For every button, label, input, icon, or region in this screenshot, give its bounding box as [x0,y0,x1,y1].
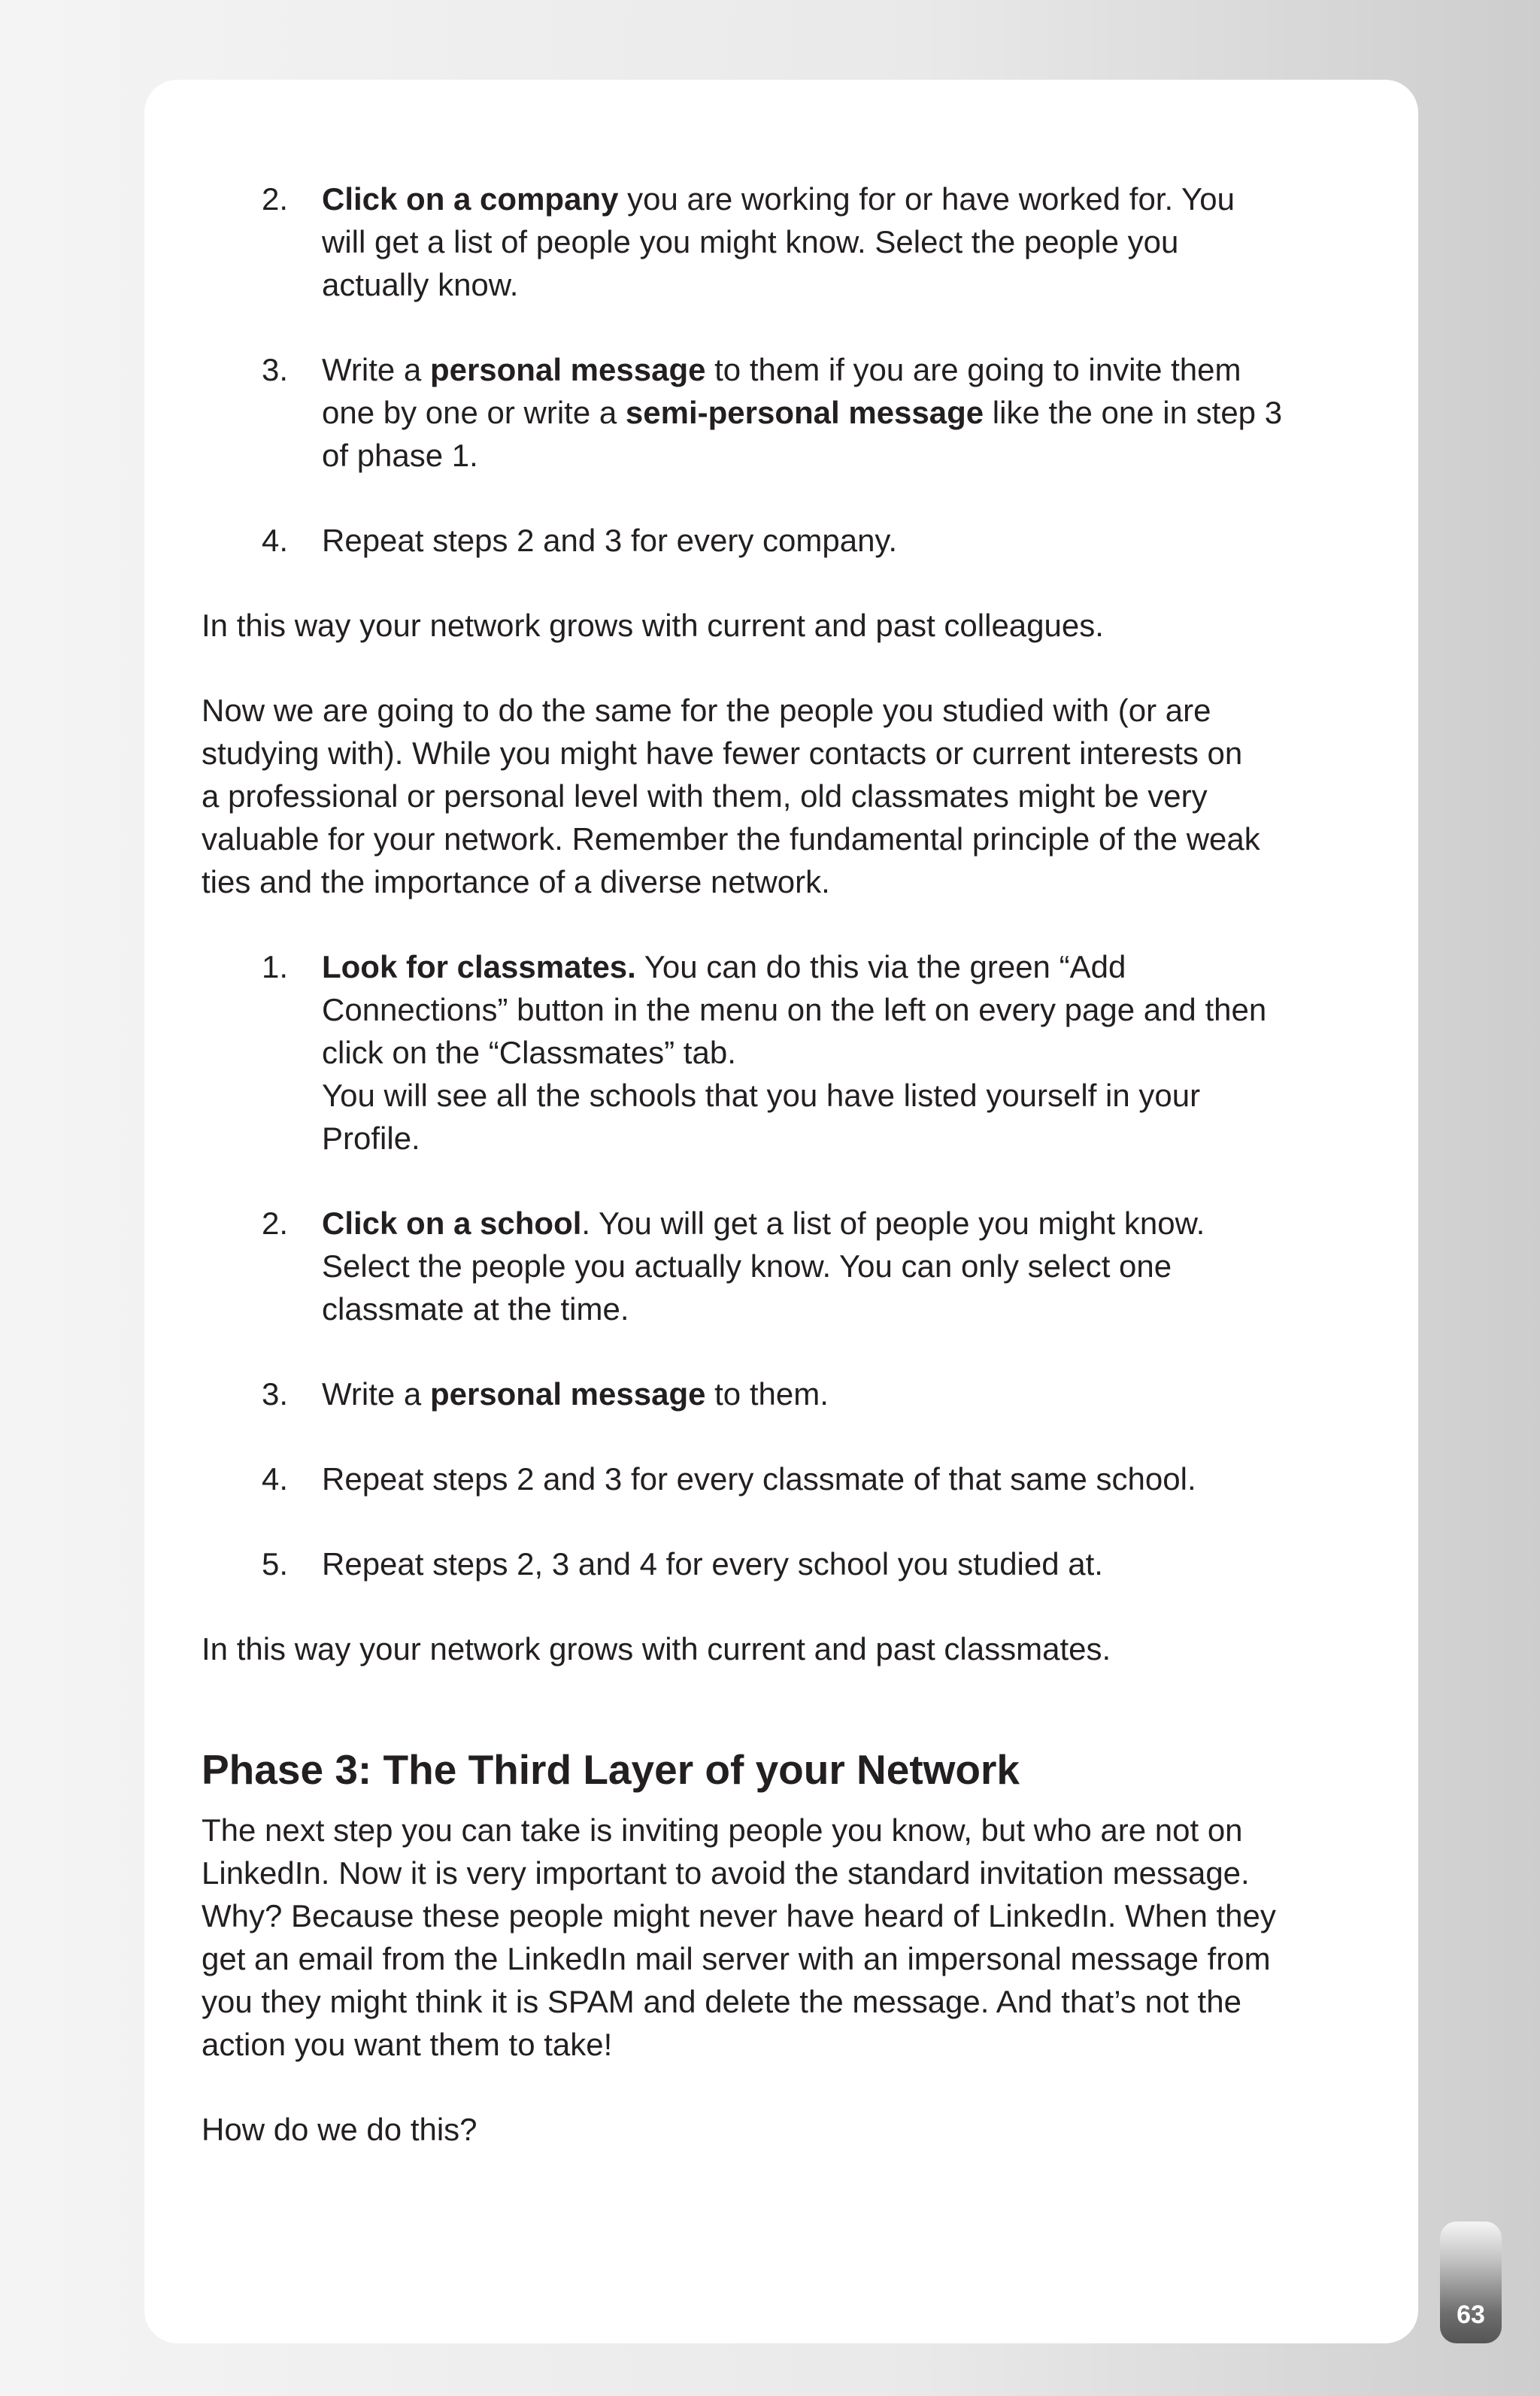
step-line [322,177,1360,220]
paragraph-line: LinkedIn. Now it is very important to avoid the standard invitation message. [202,1855,1250,1891]
step-number: 4. [262,1461,289,1497]
paragraph-line: action you want them to take! [202,2027,613,2062]
paragraph-line: Why? Because these people might never have heard of LinkedIn. When they [202,1898,1276,1933]
step-line: You will see all the schools that you have listed yourself in your [322,1078,1201,1113]
step-number: 5. [262,1546,289,1582]
paragraph-line: The next step you can take is inviting people you know, but who are not on [202,1812,1243,1848]
step-text: to them. [705,1376,829,1412]
step-line: Select the people you actually know. You can only select one [322,1248,1172,1284]
step-text: You can do this via the green “Add [635,949,1126,984]
paragraph-line: valuable for your network. Remember the fundamental principle of the weak [202,821,1260,857]
step-keyword: personal message [429,352,706,387]
paragraph-line: get an email from the LinkedIn mail server with an impersonal message from [202,1941,1271,1976]
paragraph-line: you they might think it is SPAM and delete the message. And that’s not the [202,1984,1241,2019]
step-line: click on the “Classmates” tab. [322,1035,736,1070]
step-keyword: personal message [429,1376,706,1412]
page-number: 63 [1457,2300,1485,2329]
step-text: Write a [322,352,430,387]
step-text: one by one or write a [322,395,626,430]
company-steps-list [202,177,1360,562]
step-line: will get a list of people you might know. Select the people you [322,224,1179,259]
step-keyword: semi-personal message [625,395,984,430]
paragraph-line: a professional or personal level with them, old classmates might be very [202,778,1208,814]
list-item [202,1372,1360,1415]
step-text: . You will get a list of people you might know. [581,1206,1205,1241]
question-paragraph: How do we do this? [202,2112,477,2147]
step-line: Repeat steps 2, 3 and 4 for every school you studied at. [322,1546,1103,1582]
classmates-intro-paragraph [202,689,1360,903]
list-item [202,1542,1360,1585]
page-content [202,177,1360,2193]
step-line: classmate at the time. [322,1291,629,1327]
step-text: you are working for or have worked for. You [618,181,1235,217]
step-line [322,1202,1360,1245]
step-line: of phase 1. [322,438,478,473]
page-number-tab [1440,2222,1502,2343]
list-item [202,348,1360,477]
step-line: actually know. [322,267,519,302]
paragraph-line: ties and the importance of a diverse network. [202,864,830,899]
list-item [202,1202,1360,1330]
step-keyword: Click on a school [322,1206,582,1241]
paragraph-line: studying with). While you might have fewer contacts or current interests on [202,735,1243,771]
colleagues-paragraph: In this way your network grows with current and past colleagues. [202,608,1104,643]
classmates-paragraph: In this way your network grows with current and past classmates. [202,1631,1111,1667]
step-keyword: Look for classmates. [322,949,636,984]
classmate-steps-list [202,945,1360,1585]
step-text: to them if you are going to invite them [705,352,1241,387]
step-line: Profile. [322,1121,420,1156]
phase3-paragraph [202,1809,1360,2066]
step-line [322,348,1360,391]
step-keyword: Click on a company [322,181,619,217]
list-item [202,1457,1360,1500]
list-item [202,177,1360,306]
step-number: 2. [262,181,289,217]
section-heading: Phase 3: The Third Layer of your Network [202,1746,1020,1793]
step-number: 3. [262,1376,289,1412]
step-line: Repeat steps 2 and 3 for every classmate of that same school. [322,1461,1196,1497]
step-number: 1. [262,949,289,984]
list-item [202,945,1360,1160]
step-line [322,945,1360,988]
list-item [202,519,1360,562]
step-line [322,391,1360,434]
step-line: Connections” button in the menu on the left on every page and then [322,992,1267,1027]
step-text: like the one in step 3 [984,395,1283,430]
paragraph-line: Now we are going to do the same for the people you studied with (or are [202,693,1211,728]
step-number: 3. [262,352,289,387]
step-number: 4. [262,523,289,558]
step-line: Repeat steps 2 and 3 for every company. [322,523,897,558]
step-number: 2. [262,1206,289,1241]
step-line [322,1372,1360,1415]
step-text: Write a [322,1376,430,1412]
